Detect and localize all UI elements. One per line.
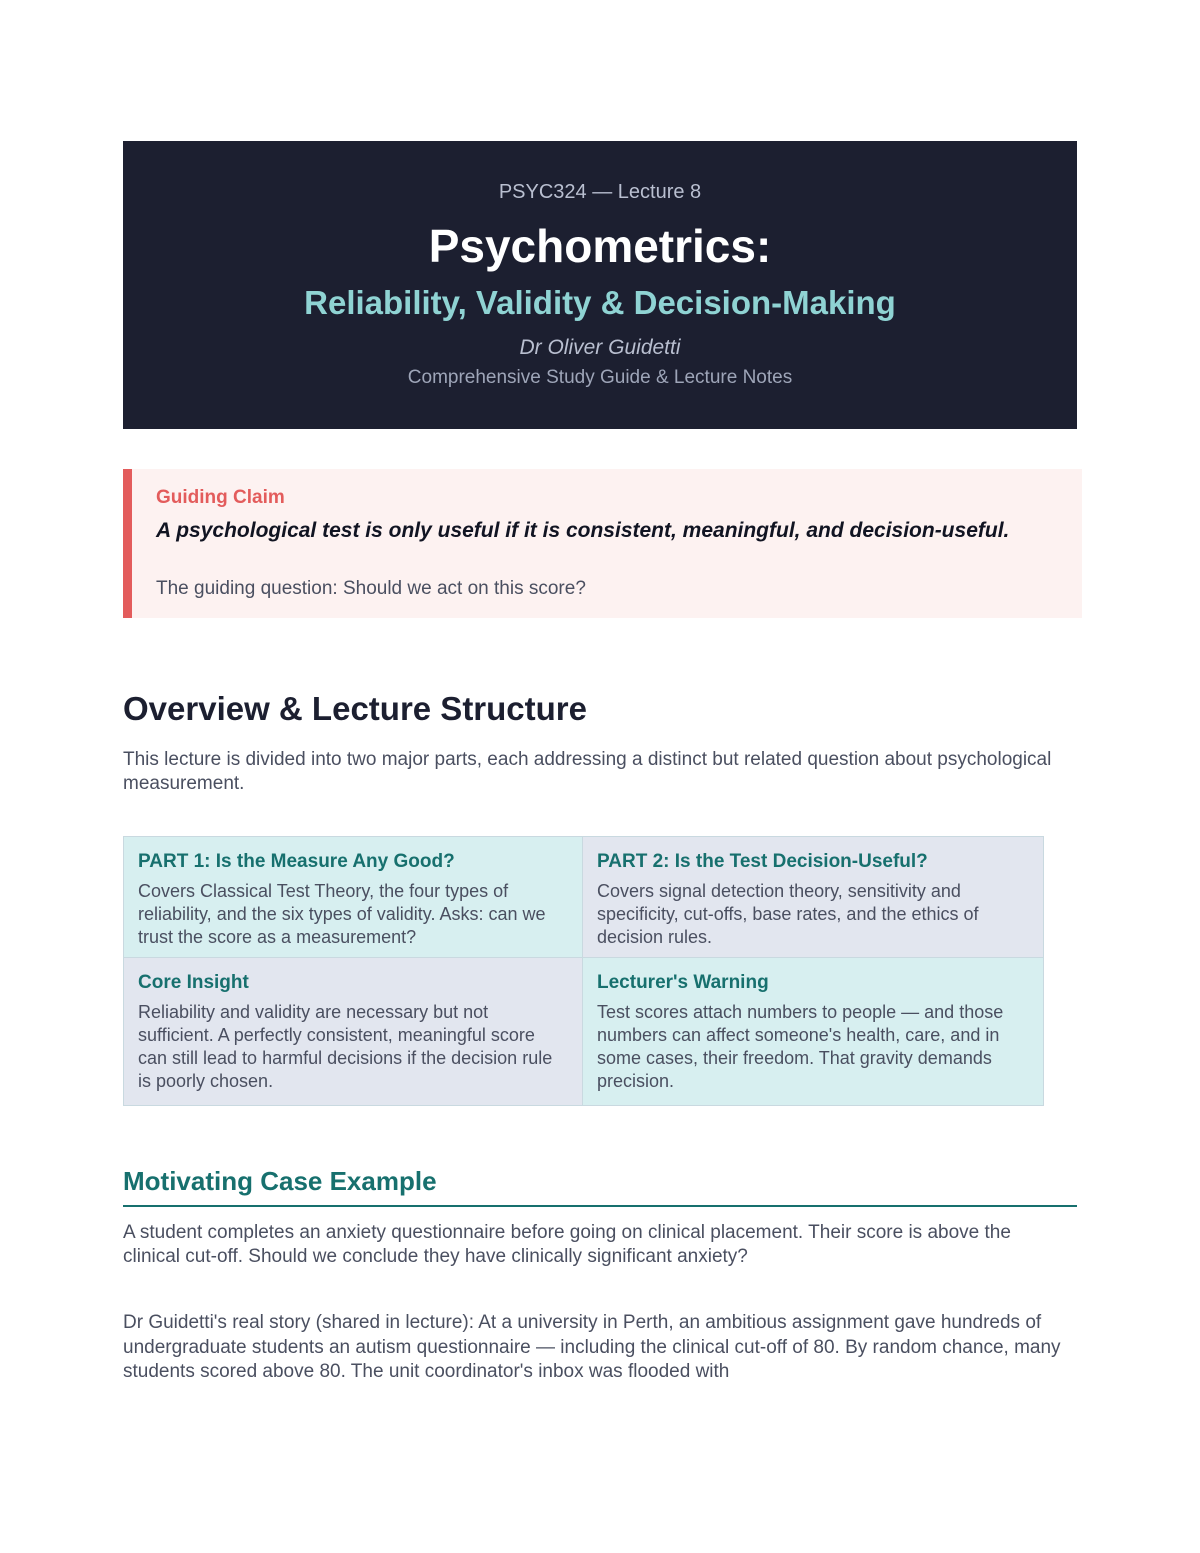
callout-label: Guiding Claim (156, 487, 285, 508)
heading-divider (123, 1205, 1077, 1207)
grid-cell-core-insight (124, 958, 583, 1105)
grid-cell-part-1 (124, 837, 583, 958)
grid-cell-part-2 (583, 837, 1043, 958)
case-paragraph-1: A student completes an anxiety questionnaire before going on clinical placement. Their score is above the clinical cut-off. Should we conclude they have clinically significant anxiety? (123, 1222, 1011, 1267)
cell-body: Reliability and validity are necessary but not sufficient. A perfectly consistent, meaningful score can still lead to harmful decisions if the decision rule is poorly chosen. (138, 1002, 553, 1091)
guiding-claim-callout (123, 469, 1082, 618)
cell-body: Test scores attach numbers to people — and those numbers can affect someone's health, care, and in some cases, their freedom. That gravity demands precision. (597, 1002, 1004, 1091)
document-caption: Comprehensive Study Guide & Lecture Notes (407, 367, 793, 388)
cell-title: PART 1: Is the Measure Any Good? (138, 851, 455, 872)
cell-title: Lecturer's Warning (597, 972, 769, 993)
document-title: Psychometrics: (428, 220, 772, 272)
cell-title: PART 2: Is the Test Decision-Useful? (597, 851, 928, 872)
section-heading-overview: Overview & Lecture Structure (123, 690, 587, 727)
overview-intro-paragraph: This lecture is divided into two major parts, each addressing a distinct but related question about psychological measurement. (123, 749, 1052, 794)
cell-body: Covers Classical Test Theory, the four types of reliability, and the six types of validity. Asks: can we trust the score as a measurement? (138, 881, 546, 947)
callout-question: The guiding question: Should we act on this score? (156, 578, 586, 599)
case-paragraph-2: Dr Guidetti's real story (shared in lecture): At a university in Perth, an ambitious assignment gave hundreds of undergraduate students an autism questionnaire — including the clinical cut-off of 80. By random chance, many students scored above 80. The unit coordinator's inbox was flooded with (123, 1312, 1061, 1382)
cell-title: Core Insight (138, 972, 249, 993)
grid-cell-lecturer-warning (583, 958, 1043, 1105)
title-banner (123, 141, 1077, 429)
section-heading-case-example: Motivating Case Example (123, 1166, 437, 1196)
cell-body: Covers signal detection theory, sensitivity and specificity, cut-offs, base rates, and the ethics of decision rules. (597, 881, 979, 947)
course-label: PSYC324 — Lecture 8 (498, 181, 702, 203)
document-subtitle: Reliability, Validity & Decision-Making (304, 284, 896, 321)
author-name: Dr Oliver Guidetti (519, 336, 681, 359)
lecture-structure-grid (123, 836, 1044, 1106)
callout-claim-text: A psychological test is only useful if it is consistent, meaningful, and decision-useful. (156, 519, 1010, 542)
